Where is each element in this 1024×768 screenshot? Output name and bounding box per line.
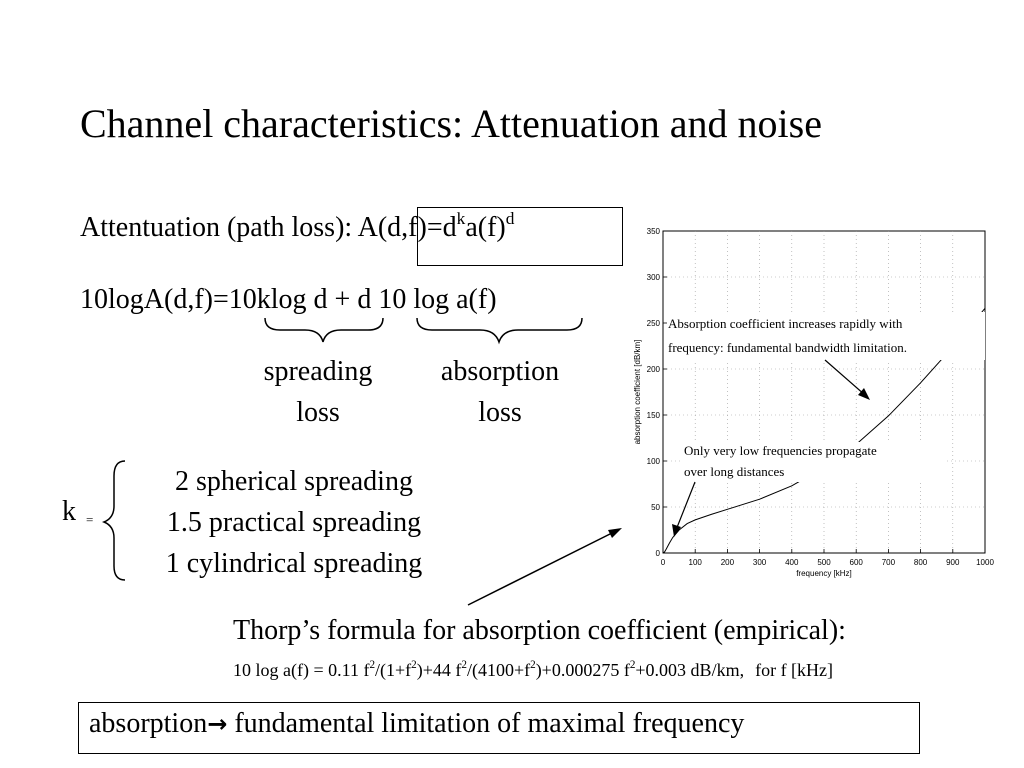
log-formula: 10logA(d,f)=10klog d + d 10 log a(f) [80,284,497,315]
conclusion-absorption: absorption [89,708,208,739]
k-case-practical: 1.5 practical spreading [166,507,422,538]
annotation-line-4: over long distances [684,464,785,479]
right-arrow-icon: → [207,710,228,738]
annotation-line-3: Only very low frequencies propagate [684,443,877,458]
spreading-loss-line-2: loss [296,397,340,428]
thorp-part-1: 10 log a(f) = 0.11 f [233,660,370,680]
formula-absorption-term: a(f) [465,212,506,243]
thorp-part-5: )+0.000275 f [535,660,630,680]
absorption-loss-line-2: loss [478,397,522,428]
x-tick-label: 100 [688,558,702,567]
y-tick-label: 350 [646,227,660,236]
absorption-brace [417,318,582,342]
k-symbol: k [62,496,76,527]
formula-exponent-k: k [456,208,466,228]
y-tick-label: 100 [646,457,660,466]
annotation-line-2: frequency: fundamental bandwidth limitation. [668,340,907,355]
y-axis-label: absorption coefficient [dB/km] [633,339,642,445]
x-tick-label: 400 [785,558,799,567]
thorp-part-6: +0.003 dB/km, [635,660,745,680]
spreading-loss-line-1: spreading [263,356,373,387]
y-tick-label: 0 [655,549,660,558]
x-tick-label: 800 [913,558,928,567]
y-tick-label: 300 [646,273,660,282]
y-tick-label: 50 [651,503,660,512]
thorp-formula [233,660,833,681]
absorption-chart [620,215,1000,585]
thorp-exponent: 2 [461,659,467,672]
y-tick-label: 150 [646,411,660,420]
annotation-line-1: Absorption coefficient increases rapidly with [668,316,903,331]
thorp-exponent: 2 [369,659,376,672]
thorp-part-2: /(1+f [375,660,412,680]
thorp-exponent: 2 [629,659,636,672]
attenuation-label: Attentuation (path loss): [80,212,358,243]
absorption-loss-line-1: absorption [440,356,560,387]
thorp-part-3: )+44 f [416,660,462,680]
thorp-title: Thorp’s formula for absorption coefficient (empirical): [233,615,846,646]
thorp-part-4: /(4100+f [466,660,531,680]
thorp-exponent: 2 [530,659,536,672]
y-tick-label: 250 [646,319,660,328]
slide-title: Channel characteristics: Attenuation and noise [80,101,822,146]
k-cases [135,461,453,584]
thorp-part-7: for f [kHz] [755,660,834,680]
x-tick-label: 600 [849,558,863,567]
x-axis-label: frequency [kHz] [796,569,852,578]
spreading-brace [265,318,383,342]
k-equals: = [86,512,94,527]
thorp-exponent: 2 [411,659,417,672]
y-tick-label: 200 [646,365,660,374]
k-case-spherical: 2 spherical spreading [175,466,413,497]
formula-exponent-d: d [505,208,515,228]
thorp-pointer-arrow [468,531,616,605]
spreading-loss-label [240,351,396,433]
x-tick-label: 200 [720,558,735,567]
k-cases-brace [104,461,125,580]
conclusion-text [89,708,744,740]
x-tick-label: 1000 [976,558,994,567]
conclusion-limitation: fundamental limitation of maximal frequency [227,708,745,739]
x-tick-label: 900 [946,558,960,567]
x-tick-label: 0 [660,558,666,567]
x-tick-label: 300 [752,558,767,567]
k-case-cylindrical: 1 cylindrical spreading [165,548,423,579]
formula-base: A(d,f)=d [357,212,457,243]
absorption-loss-label [420,351,580,433]
x-tick-label: 700 [881,558,896,567]
x-tick-label: 500 [817,558,831,567]
